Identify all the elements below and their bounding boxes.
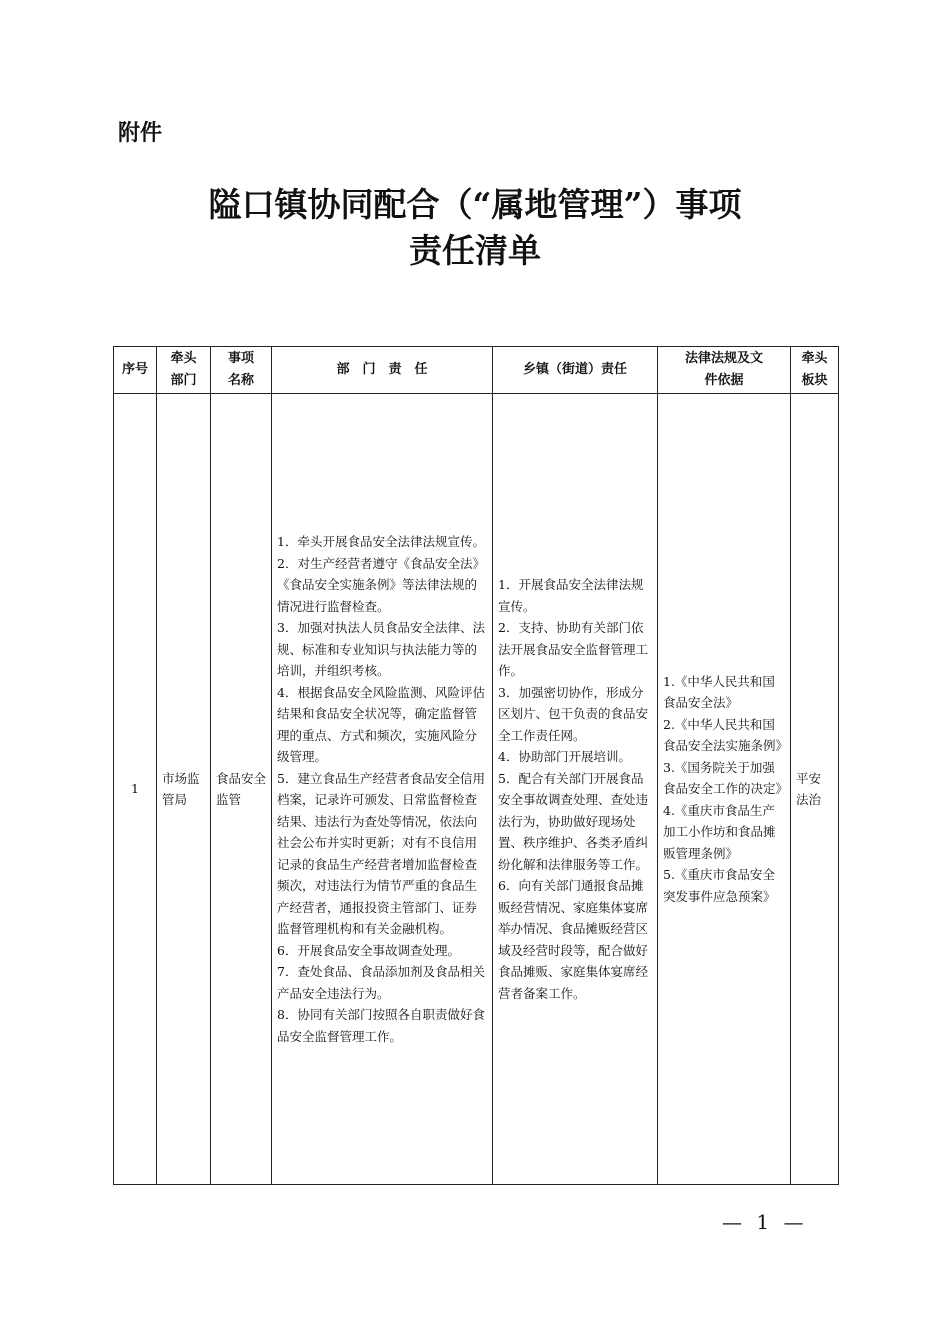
town-duty-item: 5．配合有关部门开展食品安全事故调查处理、查处违法行为，协助做好现场处置、秩序维护、各类矛盾纠纷化解和法律服务等工作。 [498,770,649,872]
header-dept-duty: 部 门 责 任 [272,347,493,394]
dept-duty-item: 6．开展食品安全事故调查处理。 [277,942,460,958]
legal-basis-item: 1.《中华人民共和国食品安全法》 [663,673,775,711]
header-lead-dept: 牵头部门 [157,347,211,394]
row-seq: 1 [114,394,157,1185]
row-town-duty [493,394,658,1185]
legal-basis-item: 5.《重庆市食品安全突发事件应急预案》 [663,867,776,904]
header-seq: 序号 [114,347,157,394]
attachment-label: 附件 [118,121,163,146]
responsibility-table [113,346,839,1185]
town-duty-item: 3．加强密切协作，形成分区划片、包干负责的食品安全工作责任网。 [498,684,649,743]
town-duty-item: 1．开展食品安全法律法规宣传。 [498,577,644,614]
header-item-name: 事项名称 [211,347,272,394]
legal-basis-item: 4.《重庆市食品生产加工小作坊和食品摊贩管理条例》 [663,802,776,861]
document-title [0,182,950,274]
row-lead-dept: 市场监管局 [157,394,211,1185]
dept-duty-item: 7．查处食品、食品添加剂及食品相关产品安全违法行为。 [277,964,485,1001]
header-town-duty: 乡镇（街道）责任 [493,347,658,394]
dept-duty-item: 8．协同有关部门按照各自职责做好食品安全监督管理工作。 [277,1007,485,1044]
row-dept-duty [272,394,493,1185]
dept-duty-item: 2．对生产经营者遵守《食品安全法》《食品安全实施条例》等法律法规的情况进行监督检查。 [277,555,485,614]
header-legal-basis: 法律法规及文件依据 [658,347,791,394]
page-number: — 1 — [722,1210,808,1234]
dept-duty-item: 1．牵头开展食品安全法律法规宣传。 [277,534,485,549]
legal-basis-item: 3.《国务院关于加强食品安全工作的决定》 [663,759,789,797]
table-row [114,394,839,1185]
dept-duty-item: 4．根据食品安全风险监测、风险评估结果和食品安全状况等，确定监督管理的重点、方式和频次，实施风险分级管理。 [277,684,485,764]
title-line-2: 责任清单 [409,231,541,270]
table-header-row [114,347,839,394]
row-legal-basis [658,394,791,1185]
dept-duty-item: 5．建立食品生产经营者食品安全信用档案，记录许可颁发、日常监督检查结果、违法行为查处等情况，依法向社会公布并实时更新；对有不良信用记录的食品生产经营者增加监督检查频次，对违法行为情节严重的食品生产经营者，通报投资主管部门、证券监督管理机构和有关金融机构。 [277,770,485,936]
legal-basis-item: 2.《中华人民共和国食品安全法实施条例》 [663,716,789,754]
town-duty-item: 2．支持、协助有关部门依法开展食品安全监督管理工作。 [498,620,649,678]
row-lead-section: 平安法治 [791,394,839,1185]
header-lead-section: 牵头板块 [791,347,839,394]
title-line-1: 隘口镇协同配合（“属地管理”）事项 [208,185,742,224]
town-duty-item: 4．协助部门开展培训。 [498,749,631,764]
town-duty-item: 6．向有关部门通报食品摊贩经营情况、家庭集体宴席举办情况、食品摊贩经营区域及经营时段等，配合做好食品摊贩、家庭集体宴席经营者备案工作。 [498,878,649,1001]
row-item-name: 食品安全监管 [211,394,272,1185]
dept-duty-item: 3．加强对执法人员食品安全法律、法规、标准和专业知识与执法能力等的培训，并组织考核。 [277,620,485,678]
